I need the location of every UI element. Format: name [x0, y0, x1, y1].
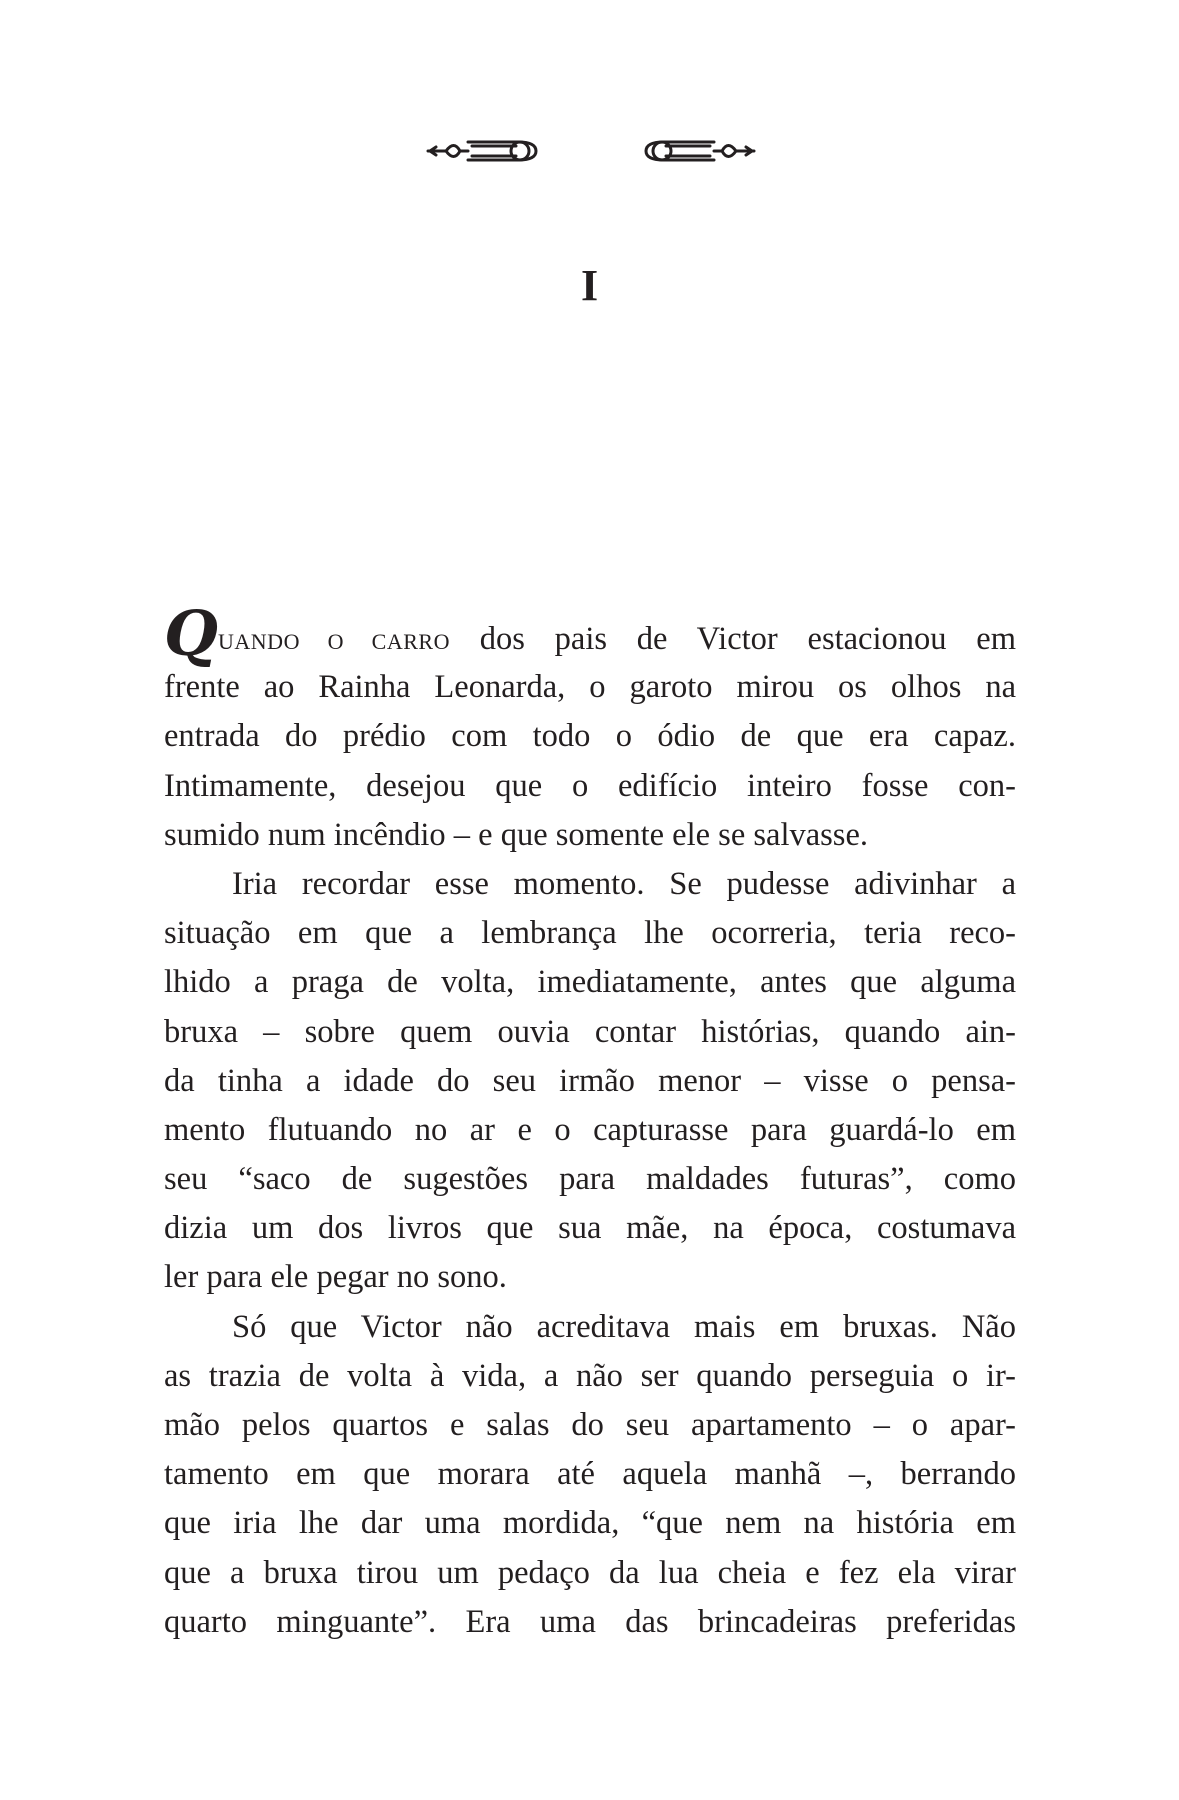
- text-line: Iria recordar esse momento. Se pudesse adivinhar a: [232, 865, 1016, 902]
- text-line: ler para ele pegar no sono.: [164, 1259, 507, 1296]
- text-line: que iria lhe dar uma mordida, “que nem na história em: [164, 1505, 1016, 1542]
- text-line: tamento em que morara até aquela manhã –, berrando: [164, 1456, 1016, 1493]
- opening-smallcaps: UANDO O CARRO: [218, 629, 450, 654]
- drop-cap: Q: [164, 597, 217, 670]
- text-line: sumido num incêndio – e que somente ele se salvasse.: [164, 816, 869, 853]
- text-line: situação em que a lembrança lhe ocorreria, teria reco-: [164, 915, 1016, 952]
- decorative-divider-ornament: [426, 128, 756, 174]
- text-line: dizia um dos livros que sua mãe, na época, costumava: [164, 1210, 1016, 1247]
- text-line: quarto minguante”. Era uma das brincadeiras preferidas: [164, 1603, 1016, 1640]
- text-line: [164, 597, 1016, 670]
- chapter-body-text: [164, 597, 1016, 1647]
- paragraph-3: [164, 1303, 1016, 1647]
- text-line: Intimamente, desejou que o edifício inteiro fosse con-: [164, 767, 1016, 804]
- text-line: seu “saco de sugestões para maldades futuras”, como: [164, 1161, 1016, 1198]
- text-line: as trazia de volta à vida, a não ser quando perseguia o ir-: [164, 1357, 1016, 1394]
- paragraph-1: [164, 597, 1016, 860]
- text-line: Só que Victor não acreditava mais em bruxas. Não: [232, 1308, 1016, 1345]
- text-line: lhido a praga de volta, imediatamente, antes que alguma: [164, 964, 1016, 1001]
- chapter-number: I: [580, 261, 599, 310]
- text-line: da tinha a idade do seu irmão menor – visse o pensa-: [164, 1062, 1016, 1099]
- text-line: que a bruxa tirou um pedaço da lua cheia e fez ela virar: [164, 1554, 1016, 1591]
- paragraph-2: [164, 860, 1016, 1303]
- text-line: mento flutuando no ar e o capturasse para guardá-lo em: [164, 1111, 1016, 1148]
- text-line: mão pelos quartos e salas do seu apartamento – o apar-: [164, 1407, 1016, 1443]
- text-line: bruxa – sobre quem ouvia contar histórias, quando ain-: [164, 1013, 1016, 1050]
- text-line: frente ao Rainha Leonarda, o garoto mirou os olhos na: [164, 669, 1016, 706]
- text-line: entrada do prédio com todo o ódio de que era capaz.: [164, 718, 1016, 755]
- text-line-content: dos pais de Victor estacionou em: [449, 621, 1016, 657]
